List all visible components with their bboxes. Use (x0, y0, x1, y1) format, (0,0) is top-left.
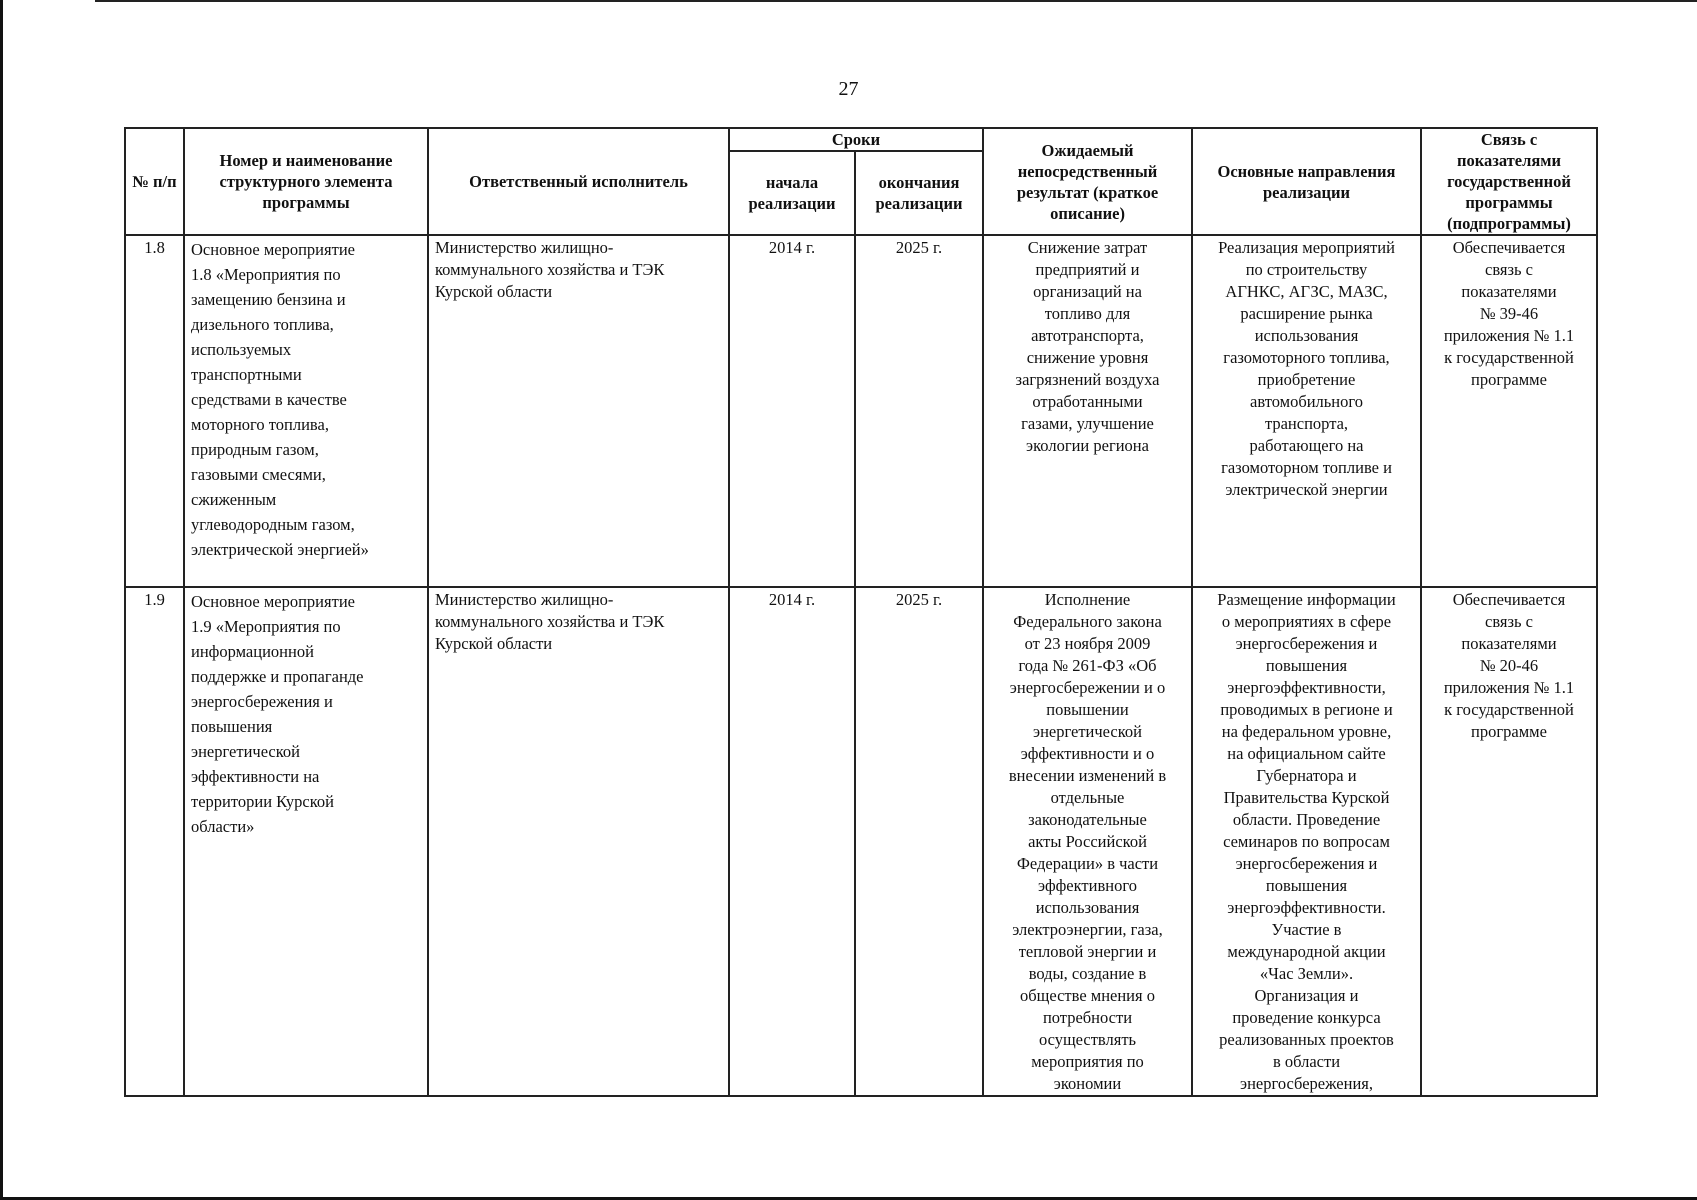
row-directions: Размещение информации о мероприятиях в сфере энергосбережения и повышения энергоэффективности, проводимых в регионе и на федеральном уровне, на официальном сайте Губернатора и Правительства Курской области. Проведение семинаров по вопросам энергосбережения и повышения энергоэффективности. Участие в международной акции «Час Земли». Организация и проведение конкурса реализованных проектов в области энергосбережения, (1192, 587, 1421, 1096)
table-row (125, 587, 1597, 1096)
row-directions: Реализация мероприятий по строительству АГНКС, АГЗС, МАЗС, расширение рынка использования газомоторного топлива, приобретение автомобильного транспорта, работающего на газомоторном топливе и электрической энергии (1192, 235, 1421, 587)
row-num: 1.8 (125, 235, 184, 587)
header-executor: Ответственный исполнитель (428, 128, 729, 235)
row-end: 2025 г. (855, 235, 983, 587)
row-executor: Министерство жилищно- коммунального хозяйства и ТЭК Курской области (428, 235, 729, 587)
header-terms: Сроки (729, 128, 983, 151)
row-executor: Министерство жилищно- коммунального хозяйства и ТЭК Курской области (428, 587, 729, 1096)
page-number: 27 (838, 78, 859, 100)
row-num: 1.9 (125, 587, 184, 1096)
header-end: окончания реализации (855, 151, 983, 235)
row-element: Основное мероприятие 1.9 «Мероприятия по информационной поддержке и пропаганде энергосбережения и повышения энергетической эффективности на территории Курской области» (184, 587, 428, 1096)
header-start: начала реализации (729, 151, 855, 235)
header-num: № п/п (125, 128, 184, 235)
row-link: Обеспечивается связь с показателями № 39-46 приложения № 1.1 к государственной программе (1421, 235, 1597, 587)
row-element: Основное мероприятие 1.8 «Мероприятия по замещению бензина и дизельного топлива, используемых транспортными средствами в качестве моторного топлива, природным газом, газовыми смесями, сжиженным углеводородным газом, электрической энергией» (184, 235, 428, 587)
row-start: 2014 г. (729, 235, 855, 587)
scan-edge-top (95, 0, 1697, 2)
header-link: Связь с показателями государственной программы (подпрограммы) (1421, 128, 1597, 235)
row-result: Исполнение Федерального закона от 23 ноября 2009 года № 261-ФЗ «Об энергосбережении и о повышении энергетической эффективности и о внесении изменений в отдельные законодательные акты Российской Федерации» в части эффективного использования электроэнергии, газа, тепловой энергии и воды, создание в обществе мнения о потребности осуществлять мероприятия по экономии (983, 587, 1192, 1096)
scan-edge-left (0, 0, 3, 1200)
header-result: Ожидаемый непосредственный результат (краткое описание) (983, 128, 1192, 235)
row-result: Снижение затрат предприятий и организаций на топливо для автотранспорта, снижение уровня загрязнений воздуха отработанными газами, улучшение экологии региона (983, 235, 1192, 587)
row-end: 2025 г. (855, 587, 983, 1096)
program-elements-table (124, 127, 1598, 1097)
table-row (125, 235, 1597, 587)
row-start: 2014 г. (729, 587, 855, 1096)
row-link: Обеспечивается связь с показателями № 20-46 приложения № 1.1 к государственной программе (1421, 587, 1597, 1096)
header-directions: Основные направления реализации (1192, 128, 1421, 235)
header-element: Номер и наименование структурного элемента программы (184, 128, 428, 235)
